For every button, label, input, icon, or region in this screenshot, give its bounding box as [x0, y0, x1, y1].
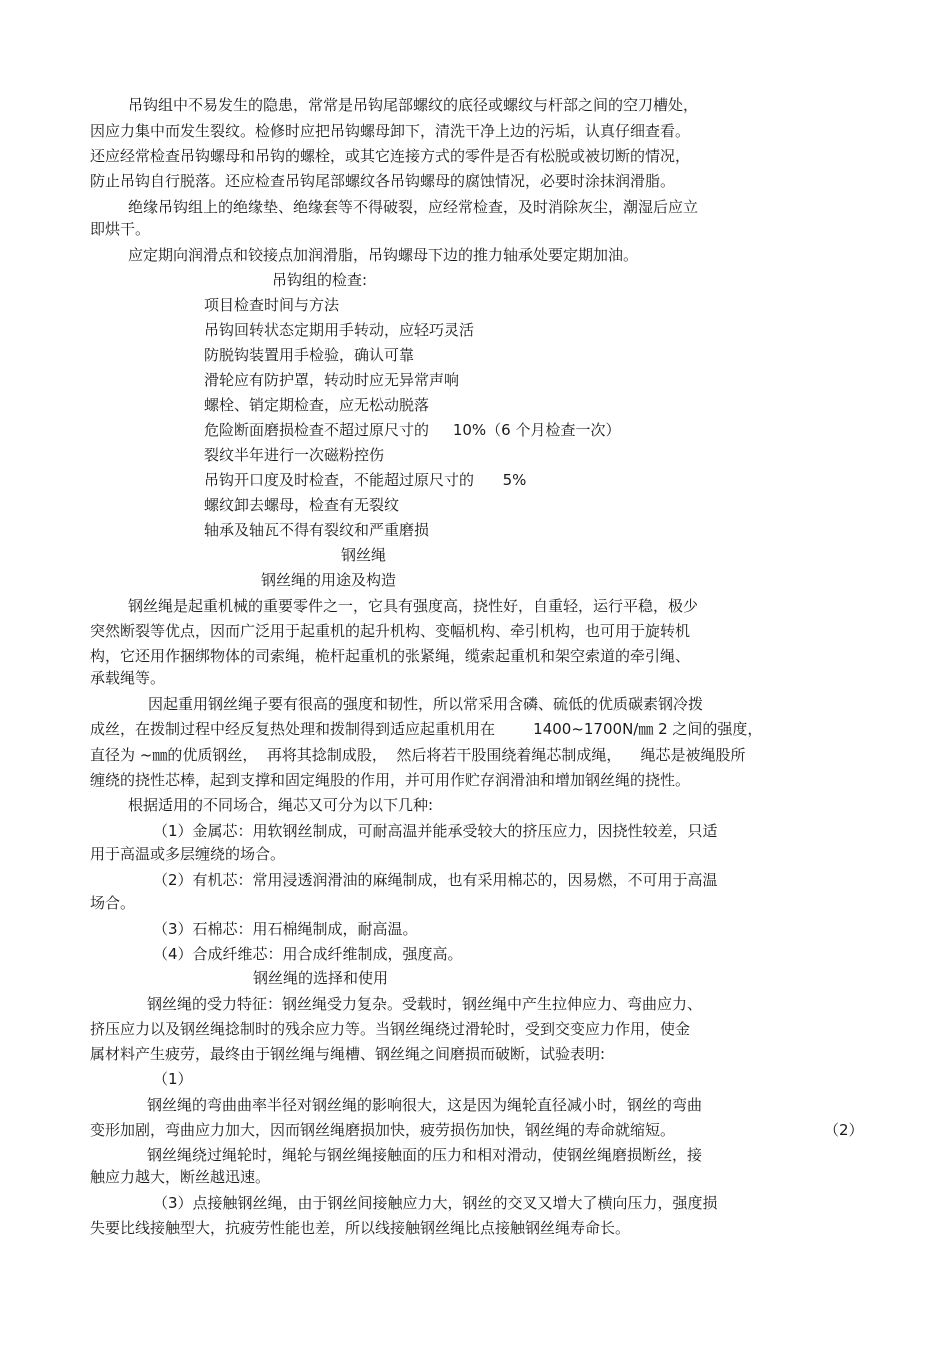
inspection-item: 吊钩开口度及时检查，不能超过原尺寸的 5%	[204, 471, 527, 489]
selection-title: 钢丝绳的选择和使用	[253, 969, 389, 987]
rope-p1-line-3: 构，它还用作捆绑物体的司索绳，桅杆起重机的张紧绳，缆索起重机和架空索道的牵引绳、	[90, 647, 691, 665]
rope-subtitle: 钢丝绳的用途及构造	[261, 571, 397, 589]
selection-p2-line-1: 钢丝绳的弯曲曲率半径对钢丝绳的影响很大，这是因为绳轮直径减小时，钢丝的弯曲	[147, 1096, 703, 1114]
rope-p2-line-3: 直径为 ~㎜的优质钢丝， 再将其捻制成股， 然后将若干股围绕着绳芯制成绳， 绳芯是被绳股所	[90, 746, 746, 764]
selection-p1-line-2: 挤压应力以及钢丝绳捻制时的残余应力等。当钢丝绳绕过滑轮时，受到交变应力作用，使金	[90, 1020, 691, 1038]
hook-p1-line-4: 防止吊钩自行脱落。还应检查吊钩尾部螺纹各吊钩螺母的腐蚀情况，必要时涂抹润滑脂。	[90, 172, 676, 190]
selection-p1-line-3: 属材料产生疲劳，最终由于钢丝绳与绳槽、钢丝绳之间磨损而破断，试验表明:	[90, 1045, 606, 1063]
selection-p4-line-2: 失要比线接触型大，抗疲劳性能也差，所以线接触钢丝绳比点接触钢丝绳寿命长。	[90, 1219, 631, 1237]
rope-title: 钢丝绳	[341, 546, 387, 564]
inspection-item: 螺栓、销定期检查，应无松动脱落	[204, 396, 430, 414]
hook-p1-line-1: 吊钩组中不易发生的隐患，常常是吊钩尾部螺纹的底径或螺纹与杆部之间的空刀槽处，	[128, 96, 699, 114]
rope-p2-line-2: 成丝，在拨制过程中经反复热处理和拨制得到适应起重机用在 1400~1700N/㎜ 2 之间的强度，	[90, 720, 763, 738]
rope-p2-line-4: 缠绕的挠性芯棒，起到支撑和固定绳股的作用，并可用作贮存润滑油和增加钢丝绳的挠性。	[90, 771, 691, 789]
selection-number-2: （2）	[824, 1121, 864, 1139]
inspection-item: 危险断面磨损检查不超过原尺寸的 10%（6 个月检查一次）	[204, 421, 621, 439]
core4: （4）合成纤维芯：用合成纤维制成，强度高。	[153, 945, 463, 963]
inspection-item: 防脱钩装置用手检验，确认可靠	[204, 346, 415, 364]
selection-p1-line-1: 钢丝绳的受力特征：钢丝绳受力复杂。受载时，钢丝绳中产生拉伸应力、弯曲应力、	[147, 995, 703, 1013]
selection-p4-line-1: （3）点接触钢丝绳，由于钢丝间接触应力大，钢丝的交叉又增大了横向压力，强度损	[153, 1194, 718, 1212]
inspection-title: 吊钩组的检查:	[272, 271, 368, 289]
hook-p2-line-2: 即烘干。	[90, 220, 151, 238]
selection-p3-line-2: 触应力越大，断丝越迅速。	[90, 1168, 271, 1186]
rope-p1-line-1: 钢丝绳是起重机械的重要零件之一，它具有强度高，挠性好，自重轻，运行平稳，极少	[128, 597, 699, 615]
inspection-item: 裂纹半年进行一次磁粉控伤	[204, 446, 385, 464]
core2-line-2: 场合。	[90, 894, 136, 912]
inspection-item: 轴承及轴瓦不得有裂纹和严重磨损	[204, 521, 430, 539]
hook-p1-line-2: 因应力集中而发生裂纹。检修时应把吊钩螺母卸下，清洗干净上边的污垢，认真仔细查看。	[90, 122, 691, 140]
selection-p3-line-1: 钢丝绳绕过绳轮时，绳轮与钢丝绳接触面的压力和相对滑动，使钢丝绳磨损断丝，接	[147, 1146, 703, 1164]
core1-line-1: （1）金属芯：用软钢丝制成，可耐高温并能承受较大的挤压应力，因挠性较差，只适	[153, 822, 718, 840]
rope-p2-line-1: 因起重用钢丝绳子要有很高的强度和韧性，所以常采用含磷、硫低的优质碳素钢冷拨	[148, 695, 704, 713]
inspection-item: 滑轮应有防护罩，转动时应无异常声响	[204, 371, 460, 389]
inspection-item: 项目检查时间与方法	[204, 296, 340, 314]
selection-p2-line-2: 变形加剧，弯曲应力加大，因而钢丝绳磨损加快，疲劳损伤加快，钢丝绳的寿命就缩短。	[90, 1121, 676, 1139]
core1-line-2: 用于高温或多层缠绕的场合。	[90, 845, 286, 863]
core3: （3）石棉芯：用石棉绳制成，耐高温。	[153, 920, 418, 938]
selection-number-1: （1）	[153, 1070, 193, 1088]
rope-p1-line-4: 承载绳等。	[90, 669, 166, 687]
hook-p1-line-3: 还应经常检查吊钩螺母和吊钩的螺栓，或其它连接方式的零件是否有松脱或被切断的情况，	[90, 147, 691, 165]
inspection-item: 吊钩回转状态定期用手转动，应轻巧灵活	[204, 321, 475, 339]
rope-p1-line-2: 突然断裂等优点，因而广泛用于起重机的起升机构、变幅机构、牵引机构，也可用于旋转机	[90, 622, 691, 640]
rope-p3: 根据适用的不同场合，绳芯又可分为以下几种:	[128, 796, 434, 814]
core2-line-1: （2）有机芯：常用浸透润滑油的麻绳制成，也有采用棉芯的，因易燃，不可用于高温	[153, 871, 718, 889]
inspection-item: 螺纹卸去螺母，检查有无裂纹	[204, 496, 400, 514]
hook-p2-line-1: 绝缘吊钩组上的绝缘垫、绝缘套等不得破裂，应经常检查，及时消除灰尘，潮湿后应立	[128, 198, 699, 216]
hook-p3: 应定期向润滑点和铰接点加润滑脂，吊钩螺母下边的推力轴承处要定期加油。	[128, 246, 639, 264]
